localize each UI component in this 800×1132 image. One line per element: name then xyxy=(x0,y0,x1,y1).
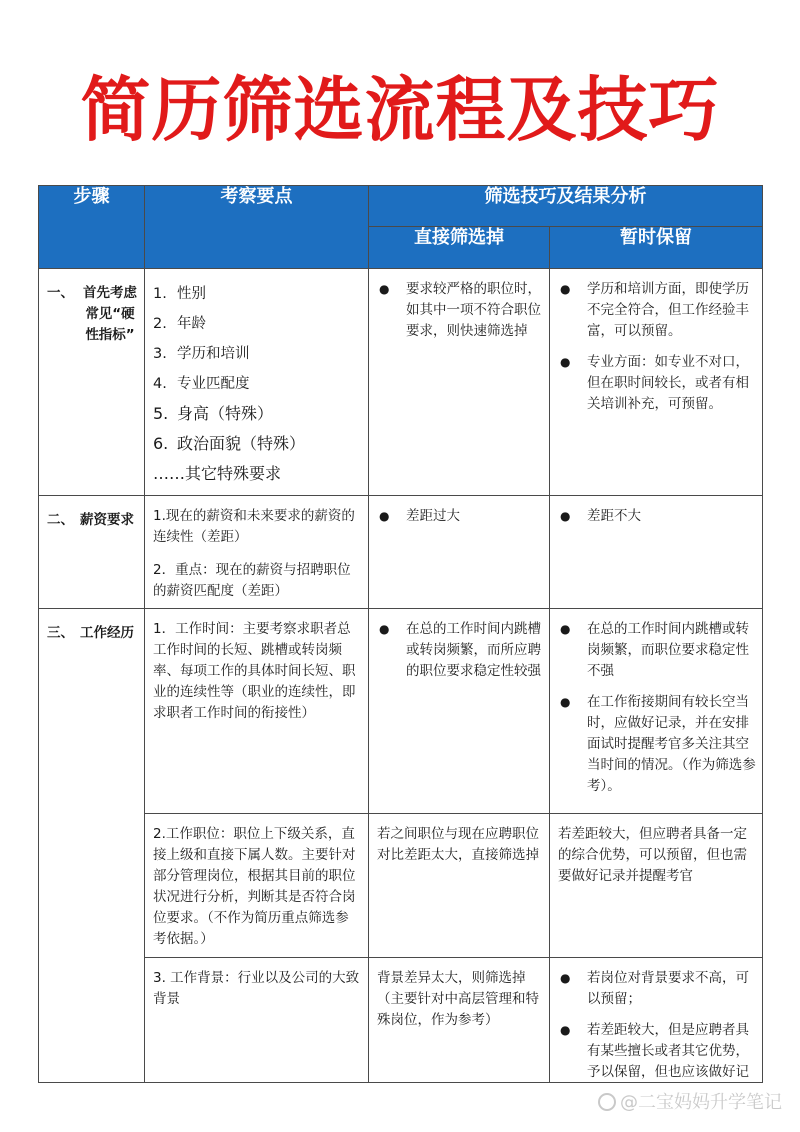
bullet-icon: ● xyxy=(379,622,390,636)
list-item: ● 若岗位对背景要求不高，可以预留； xyxy=(558,968,756,1010)
keep-cell xyxy=(550,814,763,958)
direct-text: 背景差异太大，则筛选掉（主要针对中高层管理和特殊岗位，作为参考） xyxy=(377,970,539,1028)
list-item: 6. 政治面貌（特殊） xyxy=(153,434,306,453)
list-item: 4. 专业匹配度 xyxy=(153,376,250,392)
bullet-icon: ● xyxy=(560,622,571,636)
screening-table xyxy=(38,185,763,1083)
header-points: 考察要点 xyxy=(145,186,369,269)
bullet-icon: ● xyxy=(560,509,571,523)
page-title: 简历筛选流程及技巧 xyxy=(80,69,720,151)
point-text: 2.工作职位：职位上下级关系，直接上级和直接下属人数。主要针对部分管理岗位，根据其目前的职位状况进行分析，判断其是否符合岗位要求。（不作为简历重点筛选参考依据。） xyxy=(153,826,356,947)
points-cell xyxy=(145,814,369,958)
step-number: 三、 xyxy=(47,625,74,641)
list-item: ● 在总的工作时间内跳槽或转岗频繁，而职位要求稳定性不强 xyxy=(558,619,756,682)
watermark-text: @二宝妈妈升学笔记 xyxy=(620,1092,782,1113)
step-number: 二、 xyxy=(47,512,74,528)
bullet-icon: ● xyxy=(560,695,571,709)
points-cell xyxy=(145,958,369,1083)
step-label: 薪资要求 xyxy=(80,512,134,528)
list-item: ● 差距不大 xyxy=(558,506,756,527)
table-row xyxy=(39,609,763,814)
list-item: 2. 年龄 xyxy=(153,316,206,332)
step-cell xyxy=(39,269,145,496)
direct-cell xyxy=(369,269,550,496)
header-direct: 直接筛选掉 xyxy=(369,227,550,269)
keep-cell xyxy=(550,609,763,814)
step-label: 首先考虑常见“硬性指标” xyxy=(83,285,137,343)
bullet-icon: ● xyxy=(560,355,571,369)
bullet-icon: ● xyxy=(560,971,571,985)
point-text: 1.现在的薪资和未来要求的薪资的连续性（差距） xyxy=(153,508,355,545)
points-cell xyxy=(145,609,369,814)
direct-cell xyxy=(369,814,550,958)
watermark xyxy=(598,1088,782,1114)
points-cell xyxy=(145,496,369,609)
list-item: ● 专业方面：如专业不对口，但在职时间较长，或者有相关培训补充，可预留。 xyxy=(558,352,756,415)
list-item: ● 若差距较大，但是应聘者具有某些擅长或者其它优势，予以保留，但也应该做好记 xyxy=(558,1020,756,1082)
direct-cell xyxy=(369,609,550,814)
step-label: 工作经历 xyxy=(80,625,134,641)
bullet-icon: ● xyxy=(560,1023,571,1037)
keep-cell xyxy=(550,269,763,496)
bullet-icon: ● xyxy=(379,282,390,296)
header-step: 步骤 xyxy=(39,186,145,269)
point-text: 1．工作时间：主要考察求职者总工作时间的长短、跳槽或转岗频率、每项工作的具体时间长短、职业的连续性等（职业的连续性，即求职者工作时间的衔接性） xyxy=(153,621,356,721)
keep-cell xyxy=(550,958,763,1083)
header-keep: 暂时保留 xyxy=(550,227,763,269)
step-cell xyxy=(39,609,145,1083)
list-item: 3. 学历和培训 xyxy=(153,346,250,362)
step-number: 一、 xyxy=(47,285,74,301)
list-item: ● 学历和培训方面，即使学历不完全符合，但工作经验丰富，可以预留。 xyxy=(558,279,756,342)
direct-cell xyxy=(369,496,550,609)
header-analysis: 筛选技巧及结果分析 xyxy=(369,186,763,227)
direct-cell xyxy=(369,958,550,1083)
points-cell xyxy=(145,269,369,496)
table-row xyxy=(39,496,763,609)
toutiao-logo-icon xyxy=(598,1093,616,1111)
bullet-icon: ● xyxy=(560,282,571,296)
bullet-icon: ● xyxy=(379,509,390,523)
point-text: 2．重点：现在的薪资与招聘职位的薪资匹配度（差距） xyxy=(153,562,351,599)
table-row xyxy=(39,814,763,958)
table-row xyxy=(39,269,763,496)
keep-text: 若差距较大，但应聘者具备一定的综合优势，可以预留，但也需要做好记录并提醒考官 xyxy=(558,826,747,884)
direct-text: 若之间职位与现在应聘职位对比差距太大，直接筛选掉 xyxy=(377,826,539,863)
list-item: ……其它特殊要求 xyxy=(153,464,282,483)
list-item: ● 在工作衔接期间有较长空当时，应做好记录，并在安排面试时提醒考官多关注其空当时间的情况。（作为筛选参考）。 xyxy=(558,692,756,797)
table-row xyxy=(39,958,763,1083)
point-text: 3. 工作背景：行业以及公司的大致背景 xyxy=(153,970,360,1007)
list-item: ● 要求较严格的职位时，如其中一项不符合职位要求，则快速筛选掉 xyxy=(377,279,543,342)
keep-cell xyxy=(550,496,763,609)
list-item: 5. 身高（特殊） xyxy=(153,404,274,423)
step-cell xyxy=(39,496,145,609)
list-item: ● 差距过大 xyxy=(377,506,543,527)
list-item: 1. 性别 xyxy=(153,286,206,302)
list-item: ● 在总的工作时间内跳槽或转岗频繁，而所应聘的职位要求稳定性较强 xyxy=(377,619,543,682)
